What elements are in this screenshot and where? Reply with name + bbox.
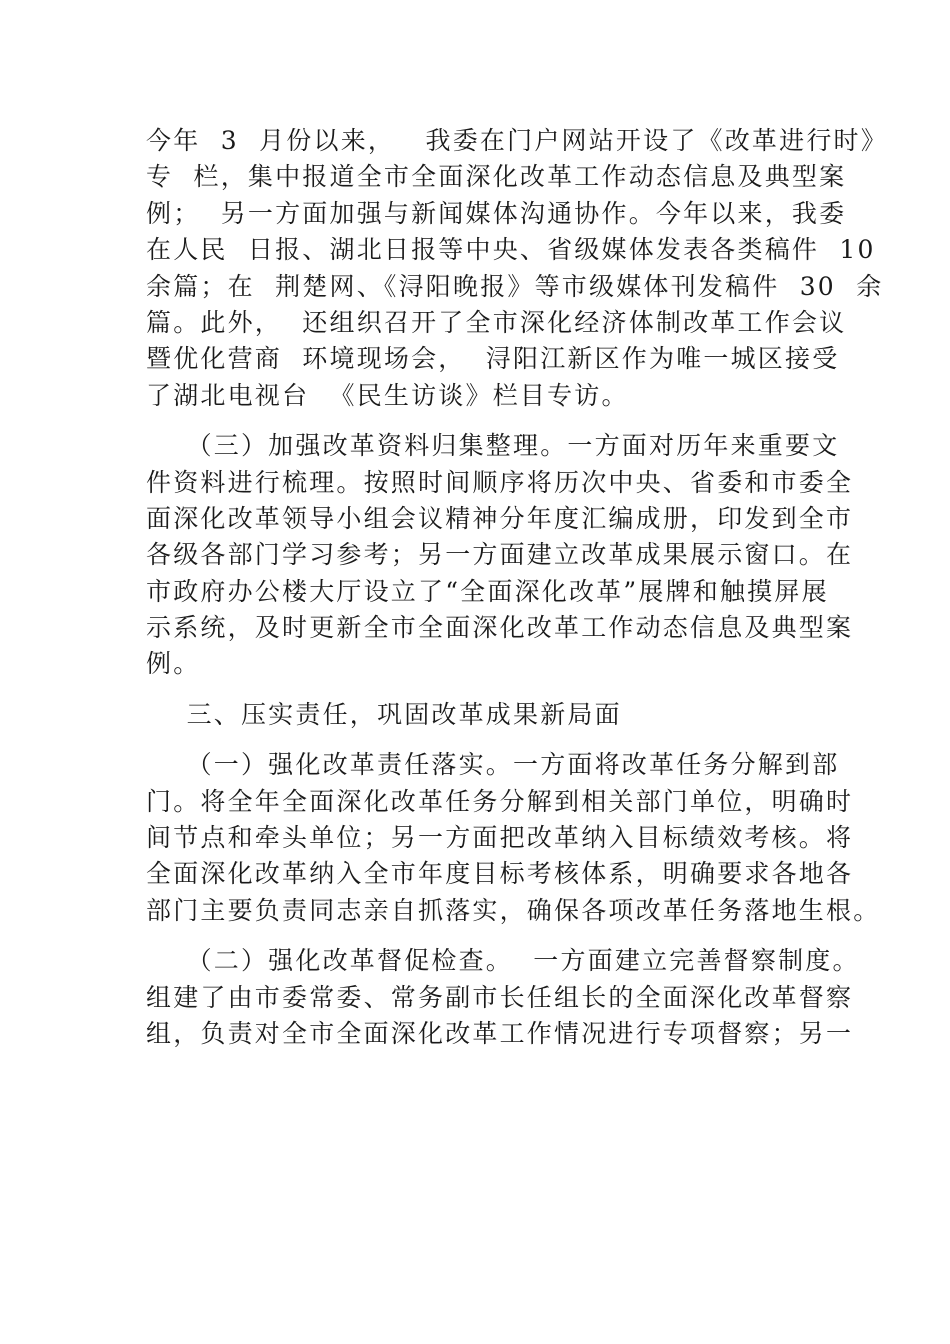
text-line: 了湖北电视台 《民生访谈》栏目专访。 (146, 380, 629, 410)
paragraph-responsibility (146, 747, 881, 929)
text-line: 暨优化营商 环境现场会， 浔阳江新区作为唯一城区接受 (146, 344, 840, 374)
text-line: 间节点和牵头单位；另一方面把改革纳入目标绩效考核。将 (146, 823, 854, 853)
text-line: 示系统，及时更新全市全面深化改革工作动态信息及典型案 (146, 613, 854, 643)
text-line: 三、压实责任，巩固改革成果新局面 (146, 699, 622, 729)
text-line: 今年 3 月份以来， 我委在门户网站开设了《改革进行时》 (146, 126, 888, 155)
text-line: （一）强化改革责任落实。一方面将改革任务分解到部 (146, 750, 840, 780)
text-line: 组，负责对全市全面深化改革工作情况进行专项督察；另一 (146, 1018, 854, 1048)
text-line: 市政府办公楼大厅设立了“全面深化改革”展牌和触摸屏展 (146, 576, 829, 606)
text-line: （二）强化改革督促检查。 一方面建立完善督察制度。 (146, 946, 860, 976)
text-line: 全面深化改革纳入全市年度目标考核体系，明确要求各地各 (146, 859, 854, 889)
paragraph-media-publicity (146, 123, 888, 414)
paragraph-archive-organization (146, 428, 854, 683)
document-body (146, 123, 888, 1052)
text-line: 例； 另一方面加强与新闻媒体沟通协作。今年以来，我委 (146, 198, 847, 228)
text-line: 组建了由市委常委、常务副市长任组长的全面深化改革督察 (146, 982, 854, 1012)
text-line: 各级各部门学习参考；另一方面建立改革成果展示窗口。在 (146, 540, 854, 570)
section-heading-three (146, 697, 821, 733)
text-line: 部门主要负责同志亲自抓落实，确保各项改革任务落地生根。 (146, 895, 881, 925)
text-line: 篇。此外， 还组织召开了全市深化经济体制改革工作会议 (146, 307, 847, 337)
text-line: 面深化改革领导小组会议精神分年度汇编成册，印发到全市 (146, 503, 854, 533)
text-line: 专 栏，集中报道全市全面深化改革工作动态信息及典型案 (146, 162, 847, 192)
text-line: 件资料进行梳理。按照时间顺序将历次中央、省委和市委全 (146, 467, 854, 497)
paragraph-supervision (146, 943, 860, 1052)
text-line: （三）加强改革资料归集整理。一方面对历年来重要文 (146, 431, 840, 461)
text-line: 在人民 日报、湖北日报等中央、省级媒体发表各类稿件 10 (146, 235, 876, 265)
text-line: 门。将全年全面深化改革任务分解到相关部门单位，明确时 (146, 786, 854, 816)
text-line: 余篇；在 荆楚网、《浔阳晚报》等市级媒体刊发稿件 30 余 (146, 271, 884, 301)
text-line: 例。 (146, 649, 201, 679)
